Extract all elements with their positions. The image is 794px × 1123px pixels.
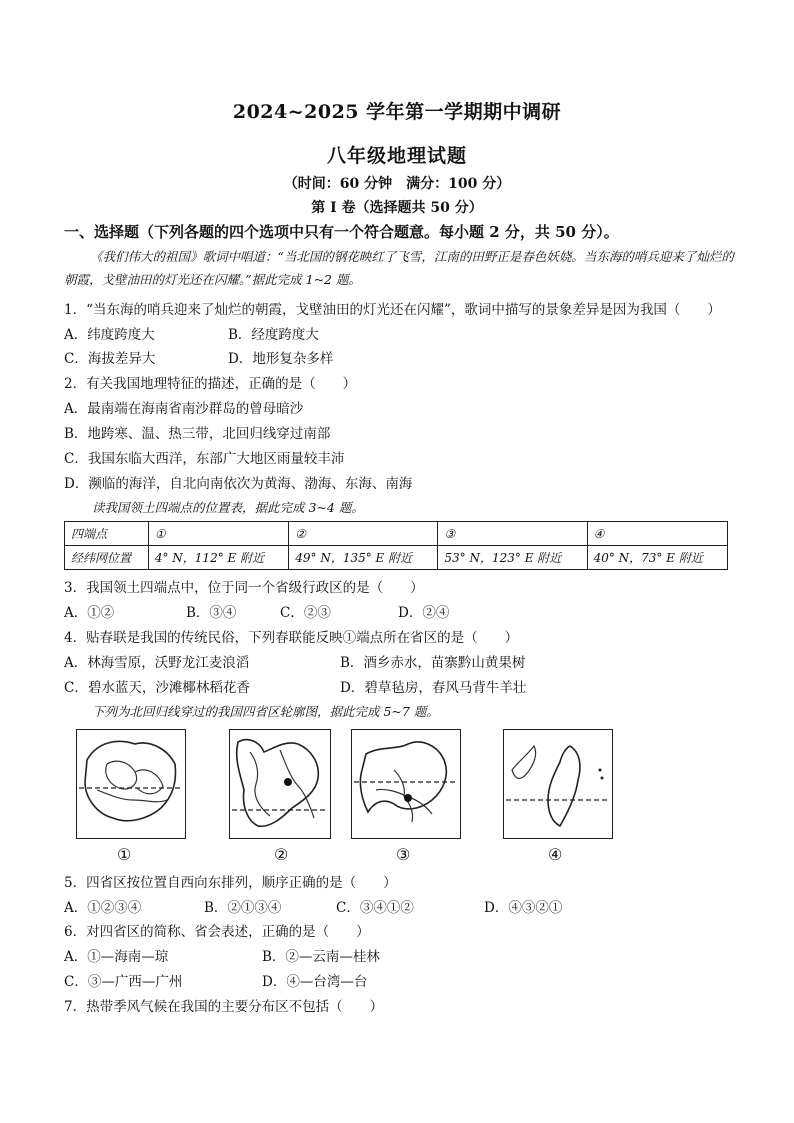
intro-passage-2: 读我国领土四端点的位置表，据此完成 3~4 题。 — [92, 500, 364, 515]
province-map-4 — [503, 729, 613, 839]
question-3-option-d: D．②④ — [398, 605, 450, 621]
map-label-4: ④ — [548, 845, 563, 864]
table-cell: 四端点 — [65, 522, 149, 546]
table-cell: ② — [289, 522, 438, 546]
map-label-2: ② — [274, 845, 289, 864]
question-5-option-b: B．②①③④ — [204, 900, 282, 916]
exam-title: 2024~2025 学年第一学期期中调研 — [232, 101, 562, 123]
province-map-1 — [76, 729, 186, 839]
question-3-option-b: B．③④ — [186, 605, 237, 621]
question-2-option-c: C．我国东临大西洋，东部广大地区雨量较丰沛 — [64, 451, 345, 467]
table-cell: 53° N，123° E 附近 — [438, 546, 587, 570]
question-4-option-d: D．碧草毡房，春风马背牛羊壮 — [340, 680, 527, 696]
question-4-option-b: B．酒乡赤水，苗寨黔山黄果树 — [340, 655, 526, 671]
section-heading: 一、选择题（下列各题的四个选项中只有一个符合题意。每小题 2 分，共 50 分）。 — [64, 223, 619, 241]
question-1-option-a: A．纬度跨度大 — [64, 327, 155, 343]
question-6-option-a: A．①—海南—琼 — [64, 949, 169, 965]
question-2-option-b: B．地跨寒、温、热三带，北回归线穿过南部 — [64, 426, 331, 442]
question-6-option-c: C．③—广西—广州 — [64, 974, 183, 990]
question-3-option-c: C．②③ — [280, 605, 331, 621]
question-1-option-d: D．地形复杂多样 — [228, 351, 334, 367]
question-5-option-c: C．③④①② — [336, 900, 414, 916]
volume-heading: 第 Ⅰ 卷（选择题共 50 分） — [311, 200, 483, 216]
province-map-3 — [351, 729, 461, 839]
question-3-option-a: A．①② — [64, 605, 115, 621]
intro-passage-3: 下列为北回归线穿过的我国四省区轮廓图，据此完成 5~7 题。 — [92, 704, 439, 719]
extreme-points-table — [64, 521, 728, 570]
question-1-option-b: B．经度跨度大 — [228, 327, 319, 343]
intro-passage-1: 《我们伟大的祖国》歌词中唱道：“当北国的钢花映红了飞雪，江南的田野正是春色妖娆。当东海的哨兵迎来了灿烂的朝霞，戈壁油田的灯光还在闪耀。”据此完成 1~2 题。 — [64, 249, 734, 287]
question-2-option-a: A．最南端在海南省南沙群岛的曾母暗沙 — [64, 401, 304, 417]
table-row — [65, 546, 728, 570]
question-5-option-a: A．①②③④ — [64, 900, 142, 916]
question-6-stem: 6．对四省区的简称、省会表述，正确的是（ ） — [64, 924, 370, 940]
map-label-3: ③ — [396, 845, 411, 864]
question-4-option-c: C．碧水蓝天，沙滩椰林稻花香 — [64, 680, 250, 696]
question-6-option-b: B．②—云南—桂林 — [262, 949, 380, 965]
table-cell: ④ — [587, 522, 727, 546]
question-4-stem: 4．贴春联是我国的传统民俗，下列春联能反映①端点所在省区的是（ ） — [64, 630, 519, 646]
question-5-stem: 5．四省区按位置自西向东排列，顺序正确的是（ ） — [64, 875, 397, 891]
exam-subtitle: 八年级地理试题 — [326, 145, 467, 167]
question-2-option-d: D．濒临的海洋，自北向南依次为黄海、渤海、东海、南海 — [64, 476, 413, 492]
table-cell: 经纬网位置 — [65, 546, 149, 570]
table-cell: ① — [148, 522, 288, 546]
table-header-row — [65, 522, 728, 546]
question-4-option-a: A．林海雪原，沃野龙江麦浪滔 — [64, 655, 250, 671]
question-5-option-d: D．④③②① — [484, 900, 563, 916]
table-cell: ③ — [438, 522, 587, 546]
table-cell: 4° N，112° E 附近 — [148, 546, 288, 570]
question-1-option-c: C．海拔差异大 — [64, 351, 156, 367]
question-7-stem: 7．热带季风气候在我国的主要分布区不包括（ ） — [64, 999, 384, 1015]
question-6-option-d: D．④—台湾—台 — [262, 974, 368, 990]
province-map-2 — [229, 729, 331, 839]
question-2-stem: 2．有关我国地理特征的描述，正确的是（ ） — [64, 376, 357, 392]
exam-meta: （时间：60 分钟 满分：100 分） — [283, 176, 511, 192]
map-label-1: ① — [117, 845, 132, 864]
table-cell: 40° N，73° E 附近 — [587, 546, 727, 570]
question-1-stem: 1．“当东海的哨兵迎来了灿烂的朝霞，戈壁油田的灯光还在闪耀”，歌词中描写的景象差异是因为我国（ ） — [64, 302, 721, 318]
question-3-stem: 3．我国领土四端点中，位于同一个省级行政区的是（ ） — [64, 580, 424, 596]
table-cell: 49° N，135° E 附近 — [289, 546, 438, 570]
